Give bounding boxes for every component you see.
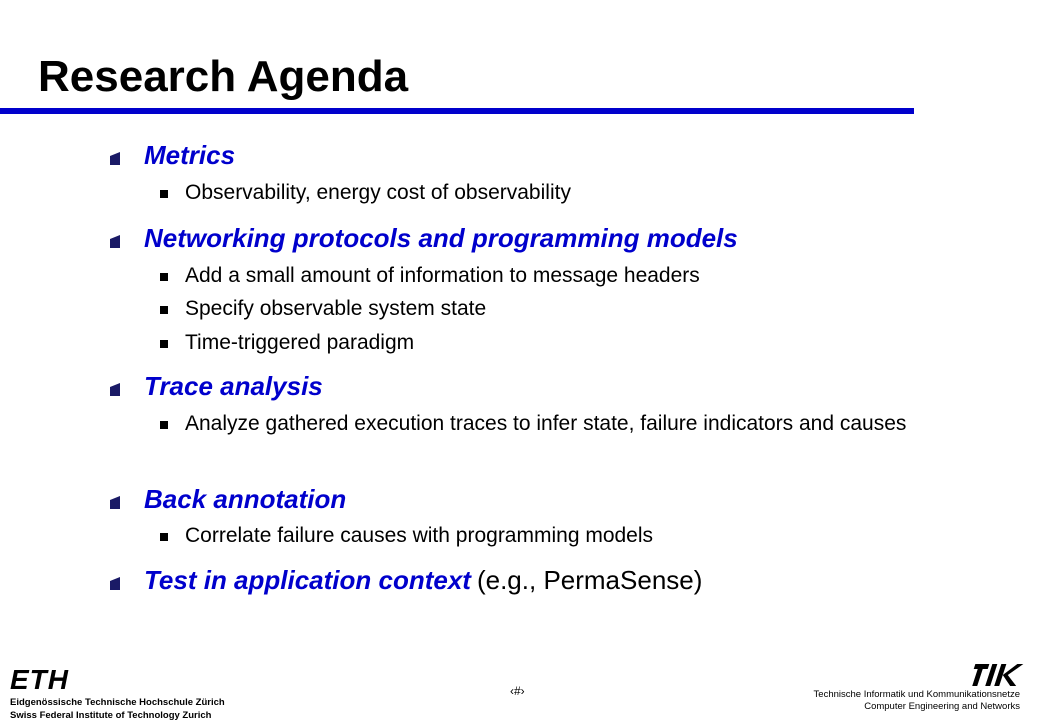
list-item: Correlate failure causes with programming models [160,524,653,548]
square-bullet-icon [160,306,168,314]
department-name [814,689,1020,713]
section-heading: Metrics [144,140,236,170]
arrow-bullet-icon [108,494,122,510]
department-line-de: Technische Informatik und Kommunikationsnetze [813,689,1020,700]
eth-name-de: Eidgenössische Technische Hochschule Zürich [10,697,225,708]
square-bullet-icon [160,340,168,348]
square-bullet-icon [160,421,168,429]
arrow-bullet-icon [108,575,122,591]
arrow-bullet-icon [108,381,122,397]
section-trace-analysis [108,371,323,402]
list-item: Add a small amount of information to message headers [160,264,700,288]
list-item: Analyze gathered execution traces to infer state, failure indicators and causes [160,412,906,436]
section-heading: Trace analysis [144,371,323,401]
square-bullet-icon [160,533,168,541]
section-networking [108,223,738,254]
section-heading-suffix: (e.g., PermaSense) [476,565,703,595]
list-item: Observability, energy cost of observability [160,181,571,205]
section-metrics [108,140,235,171]
department-line-en: Computer Engineering and Networks [864,701,1020,712]
page-number: ‹#› [510,684,525,698]
section-heading: Back annotation [144,484,347,514]
eth-logo-word: ETH [10,664,69,695]
arrow-bullet-icon [108,150,122,166]
list-item: Specify observable system state [160,297,486,321]
slide-title: Research Agenda [38,52,409,101]
list-item: Time-triggered paradigm [160,331,414,355]
section-heading: Test in application context [144,565,471,595]
arrow-bullet-icon [108,233,122,249]
square-bullet-icon [160,273,168,281]
eth-logo [10,664,225,722]
section-test [108,565,702,596]
section-back-annotation [108,484,346,515]
eth-name-en: Swiss Federal Institute of Technology Zurich [10,710,212,721]
title-underline [0,108,914,114]
section-heading: Networking protocols and programming models [144,223,738,253]
square-bullet-icon [160,190,168,198]
